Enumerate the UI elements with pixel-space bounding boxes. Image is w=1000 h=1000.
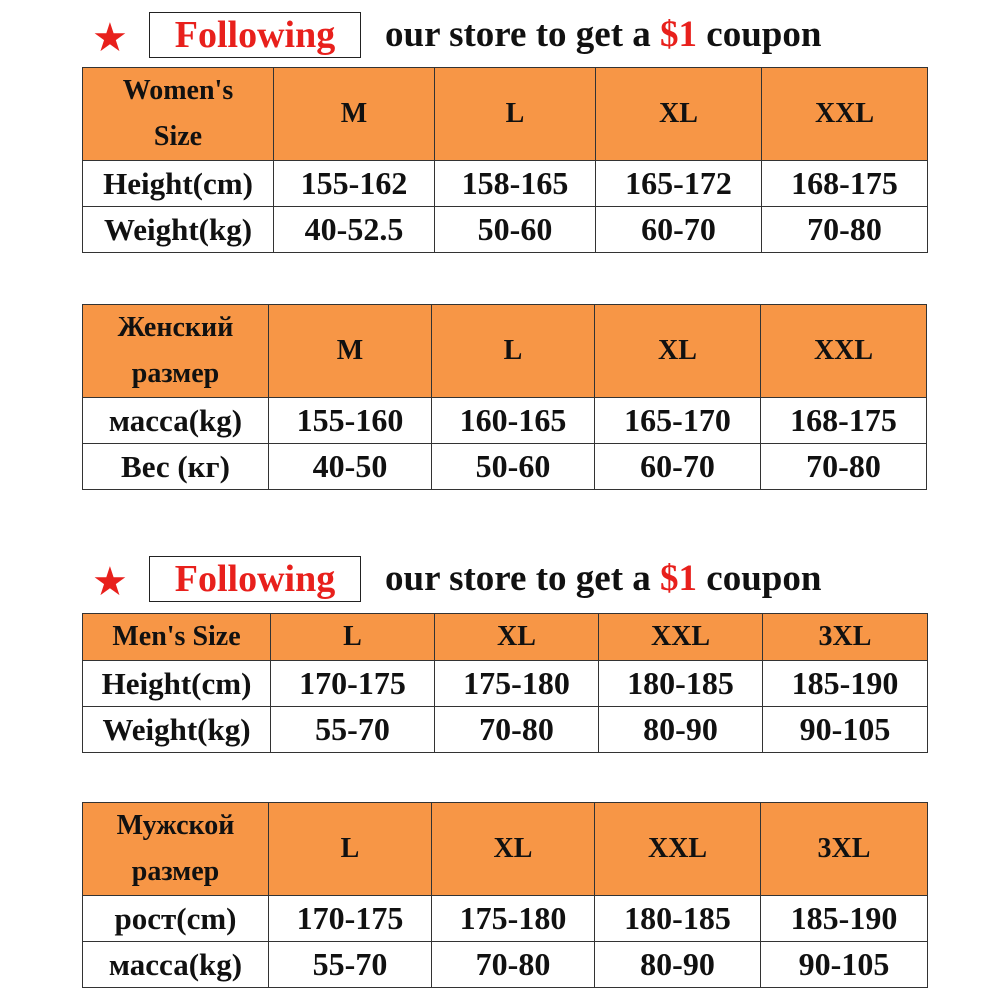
table-cell: 155-162 — [274, 161, 435, 207]
coupon-banner — [0, 552, 1000, 608]
row-label: Weight(kg) — [83, 207, 274, 253]
table-cell: 175-180 — [432, 896, 595, 942]
size-header: XL — [595, 305, 761, 398]
table-cell: 70-80 — [761, 444, 927, 490]
size-header: XL — [435, 614, 599, 661]
table-header-row — [83, 305, 927, 398]
table-row — [83, 661, 928, 707]
row-label: масса(kg) — [83, 942, 269, 988]
mens-size-table-ru — [82, 802, 928, 988]
coupon-amount: $1 — [660, 14, 698, 55]
table-cell: 60-70 — [595, 444, 761, 490]
header-label: Men's Size — [83, 614, 271, 661]
size-header: XL — [432, 803, 595, 896]
row-label: Weight(kg) — [83, 707, 271, 753]
size-header: XXL — [595, 803, 761, 896]
size-header: 3XL — [763, 614, 928, 661]
coupon-text-before: our store to get a — [385, 558, 661, 599]
star-icon: ★ — [92, 559, 128, 605]
table-cell: 60-70 — [596, 207, 762, 253]
size-header: M — [274, 68, 435, 161]
row-label: масса(kg) — [83, 398, 269, 444]
table-cell: 175-180 — [435, 661, 599, 707]
table-row — [83, 161, 928, 207]
size-header: M — [269, 305, 432, 398]
table-cell: 168-175 — [761, 398, 927, 444]
table-cell: 70-80 — [435, 707, 599, 753]
coupon-amount: $1 — [660, 558, 698, 599]
size-header: L — [432, 305, 595, 398]
table-row — [83, 896, 928, 942]
header-label: Женский размер — [83, 305, 269, 398]
table-row — [83, 444, 927, 490]
table-cell: 90-105 — [761, 942, 928, 988]
coupon-text — [385, 12, 821, 58]
table-row — [83, 942, 928, 988]
size-header: XXL — [761, 305, 927, 398]
table-cell: 180-185 — [599, 661, 763, 707]
star-icon: ★ — [92, 15, 128, 61]
mens-size-table — [82, 613, 928, 753]
womens-size-table — [82, 67, 928, 253]
table-cell: 168-175 — [762, 161, 928, 207]
header-label: Мужской размер — [83, 803, 269, 896]
row-label: Height(cm) — [83, 161, 274, 207]
table-cell: 40-52.5 — [274, 207, 435, 253]
table-cell: 185-190 — [763, 661, 928, 707]
row-label: рост(cm) — [83, 896, 269, 942]
table-cell: 158-165 — [435, 161, 596, 207]
table-row — [83, 398, 927, 444]
table-cell: 70-80 — [762, 207, 928, 253]
table-cell: 55-70 — [269, 942, 432, 988]
header-label: Women's Size — [83, 68, 274, 161]
table-cell: 50-60 — [435, 207, 596, 253]
table-cell: 185-190 — [761, 896, 928, 942]
size-header: XL — [596, 68, 762, 161]
table-cell: 90-105 — [763, 707, 928, 753]
table-header-row — [83, 803, 928, 896]
size-header: XXL — [762, 68, 928, 161]
coupon-text-after: coupon — [697, 14, 822, 55]
following-button[interactable]: Following — [149, 556, 361, 602]
size-header: XXL — [599, 614, 763, 661]
table-header-row — [83, 68, 928, 161]
coupon-banner — [0, 8, 1000, 64]
coupon-text-after: coupon — [697, 558, 822, 599]
table-cell: 180-185 — [595, 896, 761, 942]
table-header-row — [83, 614, 928, 661]
table-cell: 70-80 — [432, 942, 595, 988]
row-label: Height(cm) — [83, 661, 271, 707]
table-cell: 170-175 — [269, 896, 432, 942]
table-cell: 165-170 — [595, 398, 761, 444]
table-cell: 80-90 — [595, 942, 761, 988]
womens-size-table-ru — [82, 304, 927, 490]
size-header: 3XL — [761, 803, 928, 896]
coupon-text — [385, 556, 821, 602]
following-button[interactable]: Following — [149, 12, 361, 58]
table-cell: 50-60 — [432, 444, 595, 490]
row-label: Вес (кг) — [83, 444, 269, 490]
size-header: L — [271, 614, 435, 661]
coupon-text-before: our store to get a — [385, 14, 661, 55]
table-cell: 170-175 — [271, 661, 435, 707]
table-row — [83, 207, 928, 253]
table-cell: 155-160 — [269, 398, 432, 444]
table-cell: 40-50 — [269, 444, 432, 490]
table-cell: 165-172 — [596, 161, 762, 207]
table-cell: 80-90 — [599, 707, 763, 753]
table-row — [83, 707, 928, 753]
table-cell: 55-70 — [271, 707, 435, 753]
size-header: L — [269, 803, 432, 896]
size-header: L — [435, 68, 596, 161]
table-cell: 160-165 — [432, 398, 595, 444]
